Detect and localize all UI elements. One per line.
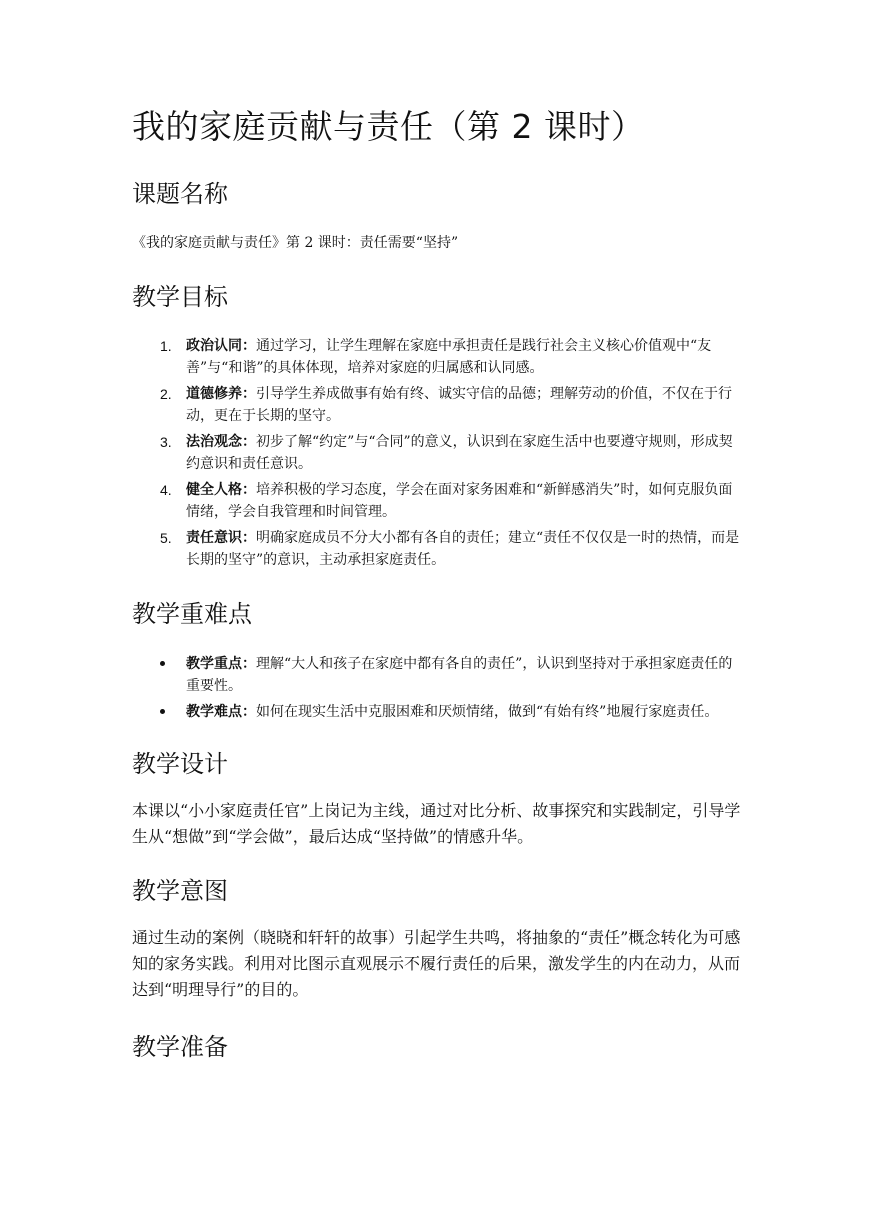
section-heading-key-points: 教学重难点 [132, 600, 252, 628]
item-number: 2. [160, 386, 172, 402]
objectives-list [132, 335, 744, 571]
design-paragraph: 本课以“小小家庭责任官”上岗记为主线，通过对比分析、故事探究和实践制定，引导学生从“想做”到“学会做”，最后达成“坚持做”的情感升华。 [132, 801, 741, 846]
item-label: 教学难点： [186, 704, 256, 720]
item-number: 1. [160, 338, 172, 354]
document-page [132, 104, 744, 1064]
bullet-icon [160, 661, 165, 666]
item-number: 5. [160, 530, 172, 546]
item-label: 道德修养： [186, 386, 256, 402]
intent-paragraph: 通过生动的案例（晓晓和轩轩的故事）引起学生共鸣，将抽象的“责任”概念转化为可感知的家务实践。利用对比图示直观展示不履行责任的后果，激发学生的内在动力，从而达到“明理导行”的目的。 [132, 928, 741, 999]
item-text: 培养积极的学习态度，学会在面对家务困难和“新鲜感消失”时，如何克服负面情绪，学会自我管理和时间管理。 [186, 482, 733, 520]
item-text: 通过学习，让学生理解在家庭中承担责任是践行社会主义核心价值观中“友善”与“和谐”的具体体现，培养对家庭的归属感和认同感。 [186, 338, 712, 376]
item-label: 教学重点： [186, 656, 256, 672]
bullet-icon [160, 709, 165, 714]
list-item [132, 383, 744, 427]
item-label: 政治认同： [186, 338, 256, 354]
document-title: 我的家庭贡献与责任（第 2 课时） [132, 107, 645, 146]
section-heading-preparation: 教学准备 [132, 1033, 228, 1061]
item-number: 3. [160, 434, 172, 450]
list-item [132, 431, 744, 475]
list-item [132, 653, 744, 697]
list-item [132, 479, 744, 523]
item-text: 如何在现实生活中克服困难和厌烦情绪，做到“有始有终”地履行家庭责任。 [256, 704, 719, 720]
section-heading-intent: 教学意图 [132, 877, 228, 905]
item-text: 引导学生养成做事有始有终、诚实守信的品德；理解劳动的价值，不仅在于行动，更在于长期的坚守。 [186, 386, 732, 424]
item-text: 理解“大人和孩子在家庭中都有各自的责任”，认识到坚持对于承担家庭责任的重要性。 [186, 656, 733, 694]
list-item [132, 527, 744, 571]
item-number: 4. [160, 482, 172, 498]
item-label: 责任意识： [186, 530, 256, 546]
item-label: 法治观念： [186, 434, 256, 450]
item-text: 明确家庭成员不分大小都有各自的责任；建立“责任不仅仅是一时的热情，而是长期的坚守”的意识，主动承担家庭责任。 [186, 530, 740, 568]
section-heading-design: 教学设计 [132, 750, 228, 778]
section-heading-topic: 课题名称 [132, 180, 228, 208]
list-item [132, 335, 744, 379]
key-points-list [132, 653, 744, 723]
list-item [132, 701, 744, 723]
section-heading-objectives: 教学目标 [132, 283, 228, 311]
item-label: 健全人格： [186, 482, 256, 498]
item-text: 初步了解“约定”与“合同”的意义，认识到在家庭生活中也要遵守规则，形成契约意识和责任意识。 [186, 434, 733, 472]
topic-paragraph: 《我的家庭贡献与责任》第 2 课时：责任需要“坚持” [132, 235, 459, 251]
